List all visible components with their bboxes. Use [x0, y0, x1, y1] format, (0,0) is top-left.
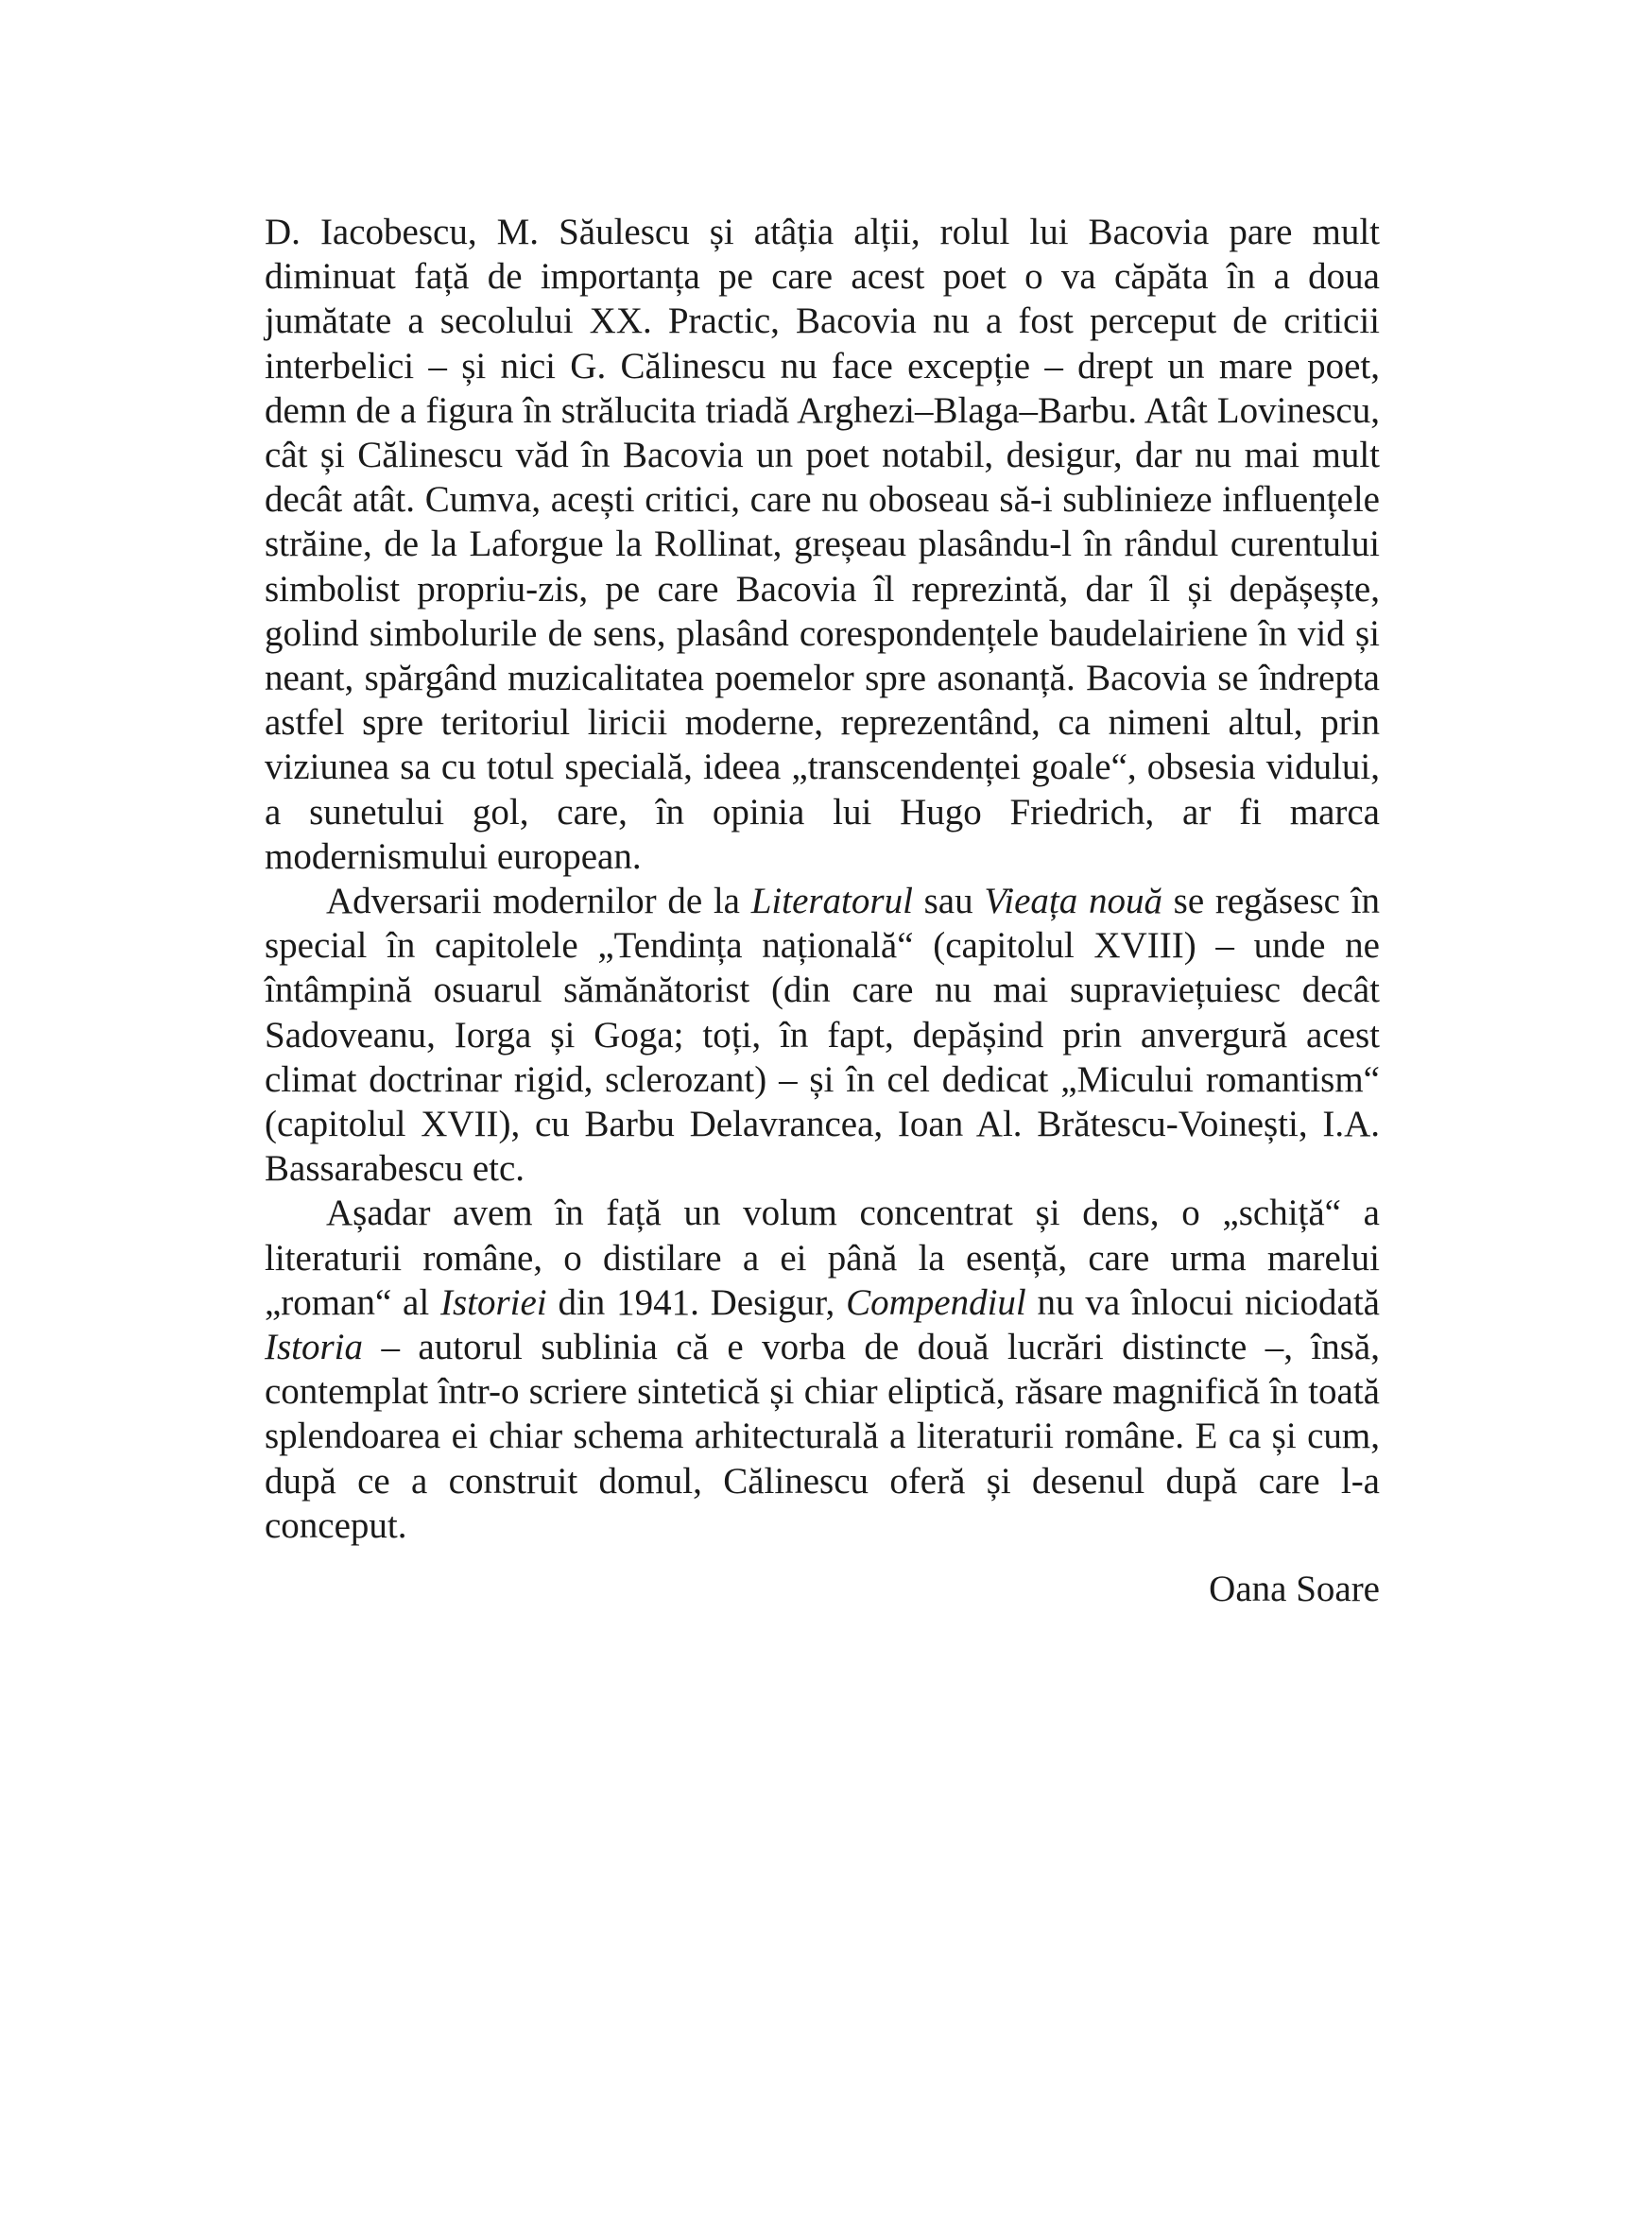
italic-title: Istoria [265, 1327, 364, 1368]
italic-title: Istoriei [439, 1281, 547, 1323]
paragraph [265, 1191, 1380, 1548]
text-run: se regăsesc în special în capitolele „Tendința națională“ (capitolul XVIII) – unde ne întâmpină osuarul sămănătorist (din care nu mai supraviețuiesc decât Sadoveanu, Iorga și Goga; toți, în fapt, depășind prin anvergură acest climat doctrinar rigid, sclerozant) – și în cel dedicat „Micului romantism“ (capitolul XVII), cu Barbu Delavrancea, Ioan Al. Brătescu-Voinești, I.A. Bassarabescu etc. [265, 881, 1380, 1190]
body-text [265, 210, 1380, 1548]
text-run: nu va înlocui niciodată [1025, 1281, 1380, 1323]
author-signature: Oana Soare [1209, 1569, 1380, 1610]
text-run: – autorul sublinia că e vorba de două lucrări distincte –, însă, contemplat într-o scriere sintetică și chiar eliptică, răsare magnifică în toată splendoarea ei chiar schema arhitecturală a literaturii române. E ca și cum, după ce a construit domul, Călinescu oferă și desenul după care l-a conceput. [265, 1327, 1380, 1546]
italic-title: Vieața nouă [984, 881, 1162, 922]
text-run: Așadar avem în față un volum concentrat și dens, o „schiță“ a literaturii române, o distilare a ei până la esență, care urma marelui „roman“ al [265, 1193, 1380, 1323]
paragraph [265, 879, 1380, 1191]
paragraph [265, 210, 1380, 879]
italic-title: Compendiul [846, 1281, 1026, 1323]
text-run: Adversarii modernilor de la [326, 881, 751, 922]
italic-title: Literatorul [750, 881, 913, 922]
text-run: din 1941. Desigur, [546, 1281, 847, 1323]
document-page [265, 210, 1380, 1611]
text-run: D. Iacobescu, M. Săulescu și atâția alții, rolul lui Bacovia pare mult diminuat față de importanța pe care acest poet o va căpăta în a doua jumătate a secolului XX. Practic, Bacovia nu a fost perceput de criticii interbelici – și nici G. Călinescu nu face excepție – drept un mare poet, demn de a figura în strălucita triadă Arghezi–Blaga–Barbu. Atât Lovinescu, cât și Călinescu văd în Bacovia un poet notabil, desigur, dar nu mai mult decât atât. Cumva, acești critici, care nu oboseau să-i sublinieze influențele străine, de la Laforgue la Rollinat, greșeau plasându-l în rândul curentului simbolist propriu-zis, pe care Bacovia îl reprezintă, dar îl și depășește, golind simbolurile de sens, plasând corespondențele baudelairiene în vid și neant, spărgând muzicalitatea poemelor spre asonanță. Bacovia se îndrepta astfel spre teritoriul liricii moderne, reprezentând, ca nimeni altul, prin viziunea sa cu totul specială, ideea „transcendenței goale“, obsesia vidului, a sunetului gol, care, în opinia lui Hugo Friedrich, ar fi marca modernismului european. [265, 212, 1380, 877]
text-run: sau [912, 881, 985, 922]
